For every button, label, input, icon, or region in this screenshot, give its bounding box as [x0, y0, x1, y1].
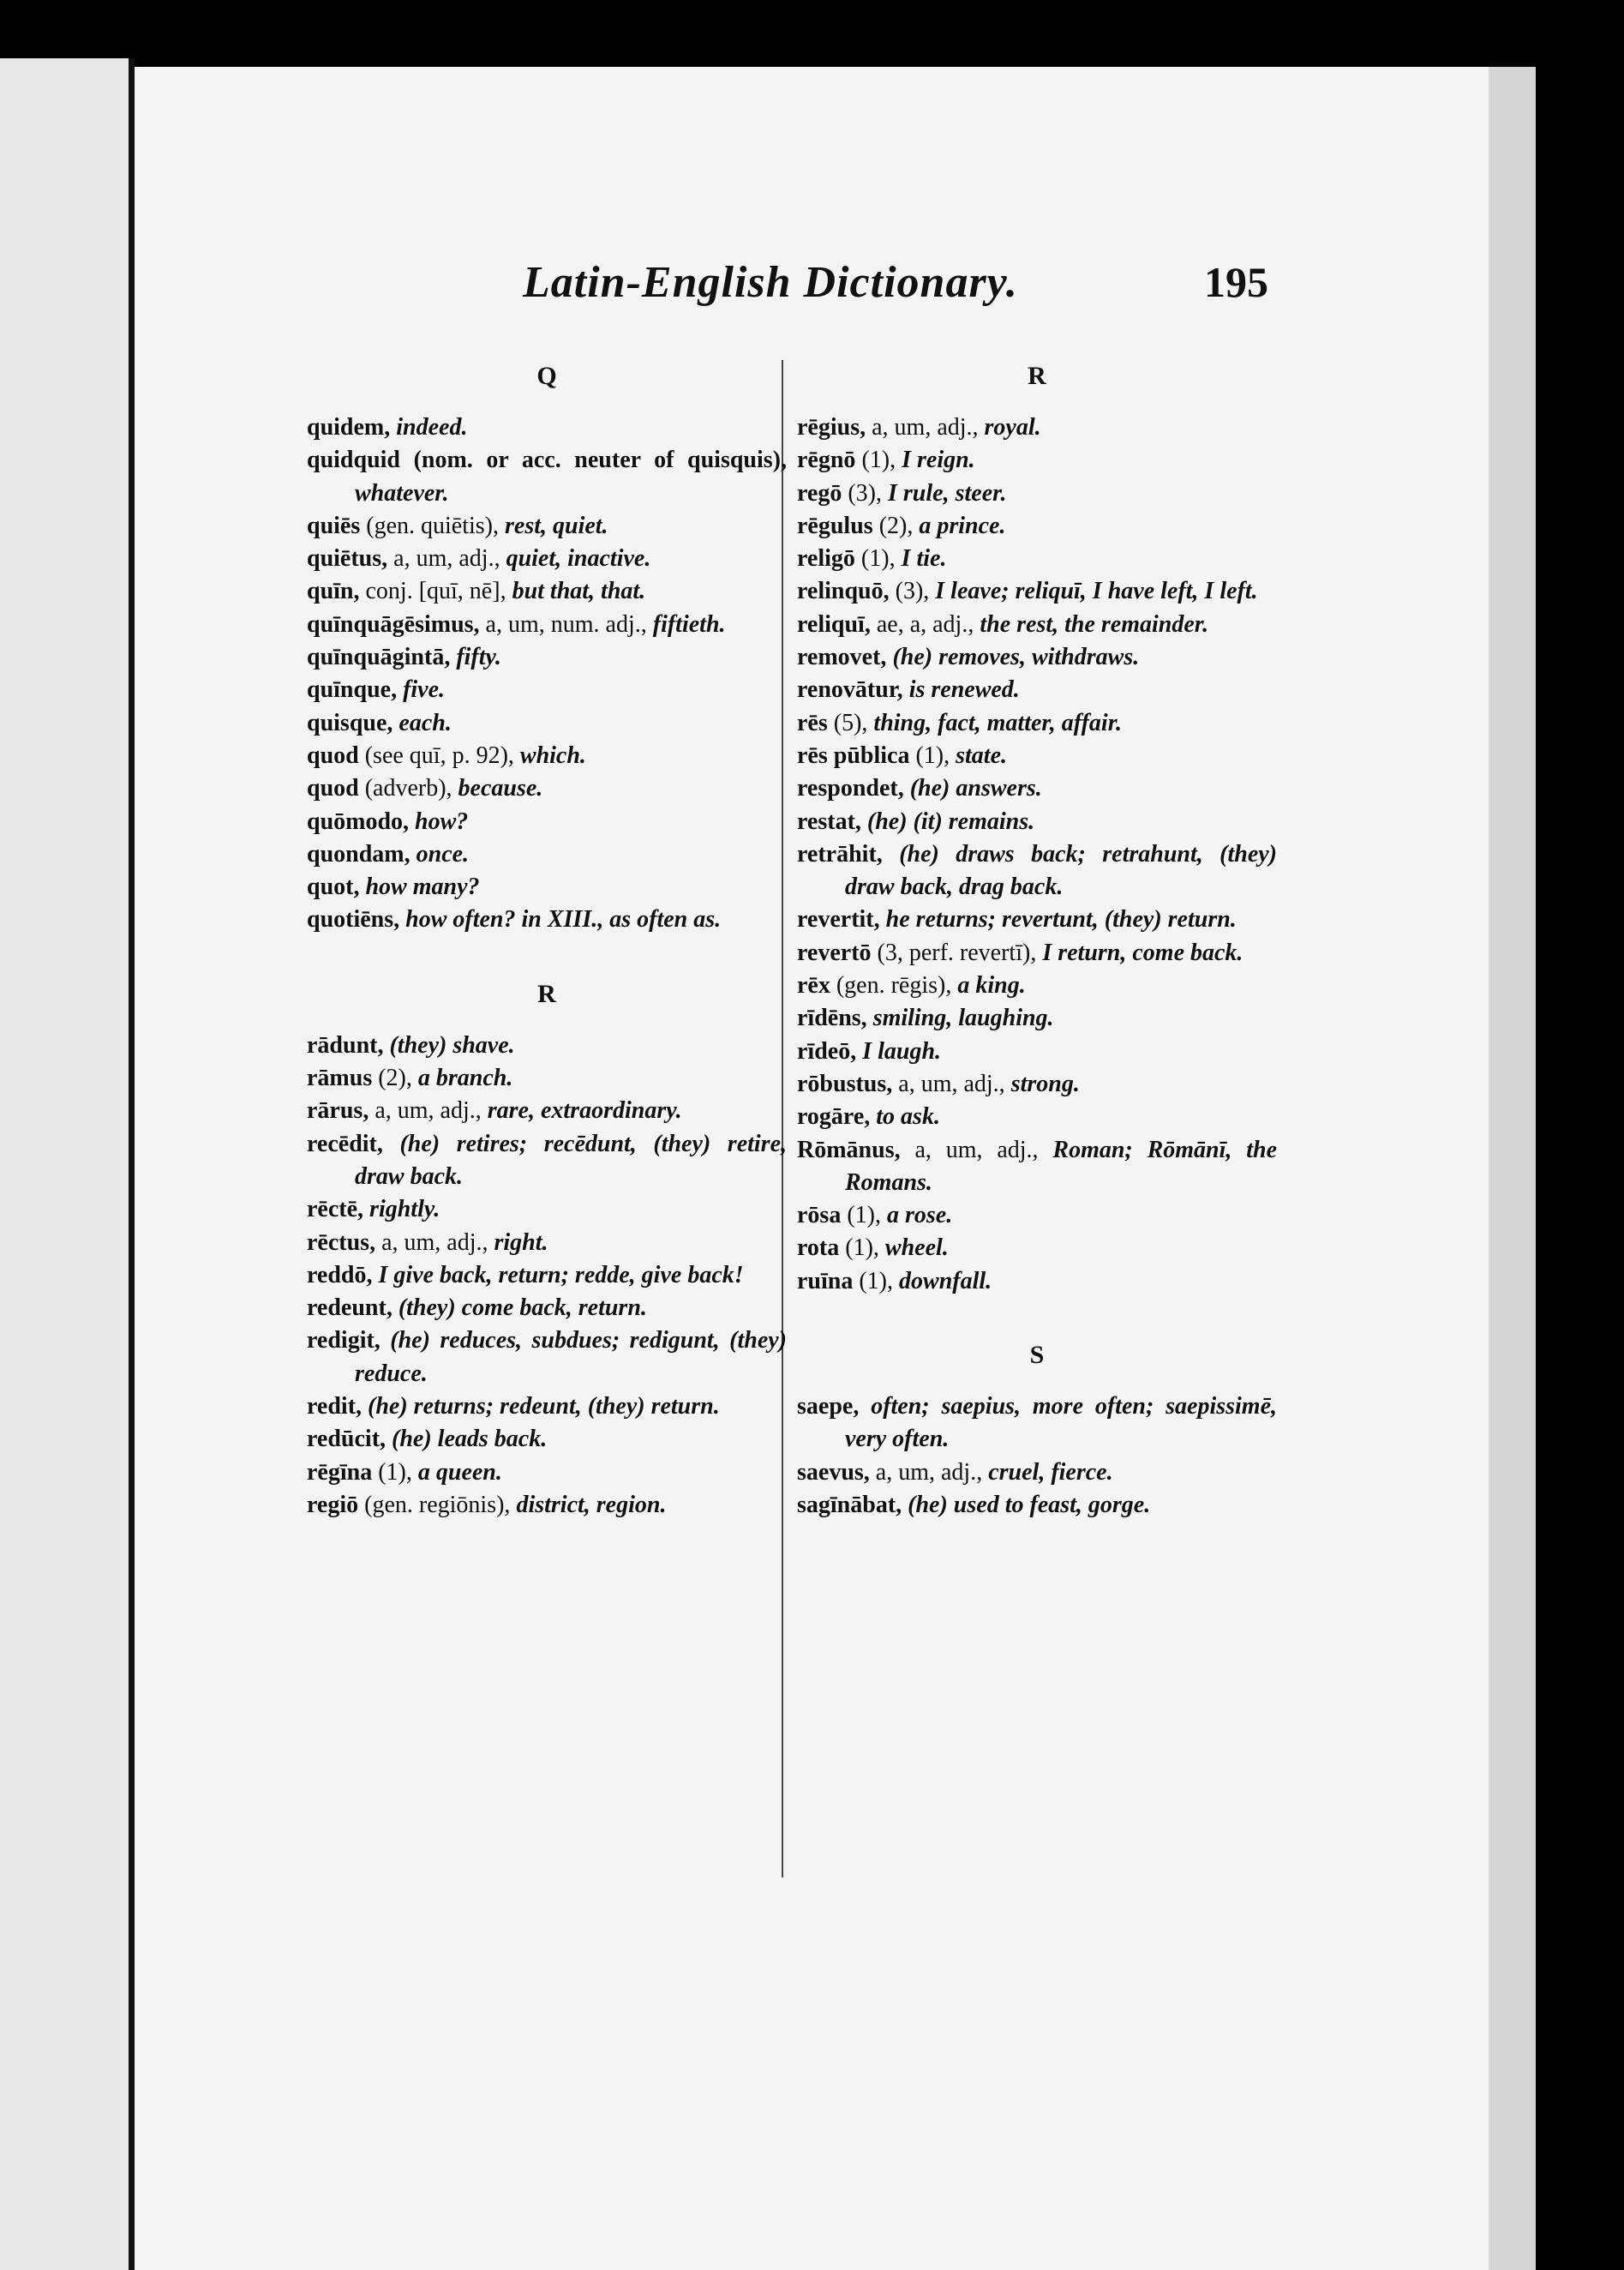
dictionary-entry [307, 444, 787, 510]
headword: renovātur, [797, 676, 903, 704]
dictionary-entry [307, 904, 787, 936]
headword: removet, [797, 644, 887, 671]
translation: how many? [365, 874, 480, 901]
headword: rēs pūblica [797, 742, 910, 769]
translation: I give back, return; redde, give back! [378, 1261, 744, 1288]
translation: fiftieth. [652, 610, 726, 638]
headword: rōsa [797, 1202, 842, 1229]
grammar-info: a, um, adj., [393, 545, 500, 573]
grammar-info: (3), [895, 578, 930, 605]
headword: rādunt, [307, 1031, 384, 1059]
dictionary-entry [797, 970, 1277, 1002]
dictionary-entry [307, 1423, 787, 1456]
translation: cruel, fierce. [988, 1458, 1113, 1486]
translation: Roman; Rōmānī, the Romans. [845, 1136, 1278, 1196]
headword: quīnque, [307, 676, 398, 704]
translation: often; saepius, more often; saepissimē, very often. [845, 1393, 1278, 1453]
dictionary-entry [797, 1068, 1277, 1101]
translation: royal. [984, 414, 1041, 441]
headword: rēgnō [797, 447, 856, 474]
translation: a prince. [919, 512, 1006, 539]
dictionary-entry [307, 641, 787, 674]
dictionary-entry [797, 1265, 1277, 1298]
dictionary-entry [307, 740, 787, 772]
translation: a queen. [417, 1458, 502, 1486]
grammar-info: (2), [878, 512, 914, 539]
scan-background [1536, 67, 1624, 2270]
translation: because. [458, 775, 543, 802]
headword: restat, [797, 808, 861, 835]
translation: (he) answers. [909, 775, 1042, 802]
grammar-info: (3), [848, 479, 883, 507]
headword: reddō, [307, 1261, 373, 1288]
translation: fifty. [456, 644, 501, 671]
headword: rēctus, [307, 1228, 376, 1256]
headword: religō [797, 545, 855, 573]
translation: thing, fact, matter, affair. [873, 709, 1123, 736]
dictionary-entry [307, 1128, 787, 1194]
dictionary-entry [307, 1292, 787, 1324]
translation: I laugh. [862, 1037, 942, 1065]
dictionary-entry [307, 1227, 787, 1259]
page-number: 195 [1204, 258, 1268, 306]
dictionary-entry [797, 1134, 1277, 1200]
grammar-info: a, um, adj., [375, 1097, 482, 1125]
dictionary-entry [307, 1456, 787, 1489]
headword: quīn, [307, 578, 360, 605]
left-column [307, 360, 787, 1522]
translation: a branch. [417, 1065, 513, 1092]
headword: redigit, [307, 1327, 381, 1354]
headword: redit, [307, 1393, 363, 1420]
translation: wheel. [884, 1234, 949, 1262]
section-letter: R [1028, 362, 1046, 390]
translation: a rose. [886, 1202, 953, 1229]
headword: quiēs [307, 512, 361, 539]
headword: quiētus, [307, 545, 388, 573]
translation: I return, come back. [1042, 939, 1243, 966]
headword: rīdeō, [797, 1037, 857, 1065]
dictionary-entry [797, 575, 1277, 608]
translation: I rule, steer. [888, 479, 1007, 507]
translation: how? [415, 808, 469, 835]
grammar-info: a, um, adj., [914, 1136, 1039, 1163]
translation: rare, extraordinary. [487, 1097, 682, 1125]
grammar-info: (gen. regiōnis), [364, 1491, 511, 1518]
headword: redūcit, [307, 1426, 387, 1453]
grammar-info: a, um, num. adj., [485, 610, 647, 638]
translation: whatever. [355, 479, 449, 507]
dictionary-entry [307, 838, 787, 871]
dictionary-entry [797, 904, 1277, 936]
headword: saepe, [797, 1393, 860, 1420]
headword: redeunt, [307, 1294, 393, 1322]
headword: rogāre, [797, 1103, 871, 1131]
dictionary-entry [307, 1489, 787, 1522]
translation: rightly. [369, 1196, 440, 1223]
dictionary-entry [307, 609, 787, 641]
headword: reliquī, [797, 610, 871, 638]
section-letter: R [537, 979, 556, 1008]
dictionary-entry [797, 674, 1277, 706]
translation: (he) returns; redeunt, (they) return. [368, 1393, 720, 1420]
grammar-info: (2), [378, 1065, 412, 1092]
translation: (they) come back, return. [398, 1294, 647, 1322]
dictionary-entry [797, 937, 1277, 970]
dictionary-entry [797, 444, 1277, 477]
dictionary-entry [797, 1101, 1277, 1133]
headword: rota [797, 1234, 840, 1262]
dictionary-entry [307, 871, 787, 904]
grammar-info: (1), [861, 447, 896, 474]
headword: rēgulus [797, 512, 873, 539]
translation: (he) reduces, subdues; redigunt, (they) reduce. [355, 1327, 788, 1387]
dictionary-entry [797, 740, 1277, 772]
headword: revertit, [797, 906, 880, 934]
headword: respondet, [797, 775, 904, 802]
dictionary-entry [797, 477, 1277, 510]
dictionary-entry [307, 510, 787, 543]
translation: the rest, the remainder. [980, 610, 1209, 638]
headword: rīdēns, [797, 1005, 867, 1032]
translation: how often? in XIII., as often as. [405, 906, 722, 934]
headword: rēs [797, 709, 828, 736]
dictionary-entry [797, 1232, 1277, 1264]
section-letter: S [1029, 1341, 1045, 1370]
dictionary-entry [797, 1002, 1277, 1035]
page-right-margin [1489, 67, 1536, 2270]
translation: (he) (it) remains. [866, 808, 1035, 835]
dictionary-entry [797, 543, 1277, 575]
headword: quidem, [307, 414, 391, 441]
headword: Rōmānus, [797, 1136, 901, 1163]
translation: (he) removes, withdraws. [892, 644, 1140, 671]
translation: five. [403, 676, 446, 704]
headword: regiō [307, 1491, 359, 1518]
dictionary-entry [307, 806, 787, 838]
translation: (he) retires; recēdunt, (they) retire, draw back. [355, 1130, 787, 1190]
headword: retrāhit, [797, 840, 883, 868]
dictionary-entry [797, 772, 1277, 805]
dictionary-entry [797, 1199, 1277, 1232]
adjacent-page [0, 58, 129, 2270]
dictionary-entry [797, 707, 1277, 740]
running-title: Latin-English Dictionary. [523, 258, 1018, 307]
grammar-info: (1), [915, 742, 950, 769]
translation: once. [416, 840, 470, 868]
dictionary-entry [307, 411, 787, 444]
translation: (they) shave. [389, 1031, 515, 1059]
grammar-info: (gen. quiētis), [366, 512, 499, 539]
headword: quondam, [307, 840, 410, 868]
dictionary-entry [797, 411, 1277, 444]
headword: saevus, [797, 1458, 870, 1486]
page-left-edge [129, 58, 135, 2270]
headword: rōbustus, [797, 1070, 893, 1097]
headword: recēdit, [307, 1130, 383, 1157]
headword: rārus, [307, 1097, 369, 1125]
grammar-info: a, um, adj., [381, 1228, 488, 1256]
grammar-info: (see quī, p. 92), [364, 742, 514, 769]
grammar-info: a, um, adj., [872, 414, 979, 441]
grammar-info: (adverb), [364, 775, 452, 802]
dictionary-entry [307, 543, 787, 575]
grammar-info: a, um, adj., [875, 1458, 983, 1486]
headword: revertō [797, 939, 872, 966]
grammar-info: (gen. rēgis), [836, 972, 952, 1000]
translation: indeed. [396, 414, 468, 441]
translation: (he) leads back. [392, 1426, 548, 1453]
grammar-info: conj. [quī, nē], [365, 578, 506, 605]
headword: quotiēns, [307, 906, 400, 934]
grammar-info: (1), [860, 545, 896, 573]
dictionary-entry [307, 1030, 787, 1062]
dictionary-entry [797, 806, 1277, 838]
translation: but that, that. [512, 578, 646, 605]
grammar-info: a, um, adj., [898, 1070, 1005, 1097]
dictionary-entry [797, 1390, 1277, 1456]
translation: I leave; reliquī, I have left, I left. [935, 578, 1258, 605]
translation: district, region. [516, 1491, 667, 1518]
translation: which. [519, 742, 586, 769]
headword: rēgius, [797, 414, 866, 441]
dictionary-entry [797, 1036, 1277, 1068]
translation: strong. [1010, 1070, 1080, 1097]
headword: sagīnābat, [797, 1491, 902, 1518]
headword: quod [307, 742, 359, 769]
running-header [523, 257, 1268, 326]
dictionary-entry [307, 772, 787, 805]
translation: (he) used to feast, gorge. [908, 1491, 1151, 1518]
headword: relinquō, [797, 578, 890, 605]
headword: rāmus [307, 1065, 373, 1092]
dictionary-entry [307, 1259, 787, 1292]
grammar-info: ae, a, adj., [876, 610, 974, 638]
headword: quot, [307, 874, 360, 901]
dictionary-entry [307, 1095, 787, 1127]
headword: quīnquāgintā, [307, 644, 451, 671]
headword: quīnquāgēsimus, [307, 610, 480, 638]
dictionary-entry [307, 707, 787, 740]
dictionary-entry [797, 1456, 1277, 1489]
grammar-info: (1), [845, 1234, 879, 1262]
translation: quiet, inactive. [506, 545, 651, 573]
grammar-info: (1), [847, 1202, 881, 1229]
translation: state. [956, 742, 1008, 769]
right-column [797, 360, 1277, 1522]
translation: downfall. [899, 1267, 992, 1294]
dictionary-entry [797, 838, 1277, 904]
headword: rēx [797, 972, 830, 1000]
translation: each. [399, 709, 452, 736]
translation: a king. [957, 972, 1026, 1000]
translation: he returns; revertunt, (they) return. [885, 906, 1237, 934]
translation: to ask. [876, 1103, 940, 1131]
grammar-info: (1), [859, 1267, 894, 1294]
headword: ruīna [797, 1267, 854, 1294]
translation: smiling, laughing. [872, 1005, 1054, 1032]
grammar-info: (5), [833, 709, 868, 736]
dictionary-entry [307, 674, 787, 706]
headword: rēctē, [307, 1196, 364, 1223]
dictionary-entry [307, 1062, 787, 1095]
dictionary-entry [797, 1489, 1277, 1522]
dictionary-entry [307, 1390, 787, 1423]
headword: regō [797, 479, 842, 507]
headword: quod [307, 775, 359, 802]
translation: rest, quiet. [505, 512, 608, 539]
translation: is renewed. [908, 676, 1020, 704]
dictionary-entry [797, 510, 1277, 543]
translation: I tie. [901, 545, 947, 573]
dictionary-entry [307, 575, 787, 608]
headword: quidquid (nom. or acc. neuter of quisquis), [307, 447, 787, 474]
headword: rēgīna [307, 1458, 373, 1486]
translation: right. [494, 1228, 548, 1256]
headword: quōmodo, [307, 808, 410, 835]
dictionary-entry [797, 609, 1277, 641]
grammar-info: (1), [378, 1458, 412, 1486]
section-letter: Q [536, 362, 557, 390]
grammar-info: (3, perf. revertī), [877, 939, 1037, 966]
translation: I reign. [902, 447, 975, 474]
dictionary-entry [307, 1193, 787, 1226]
dictionary-entry [797, 641, 1277, 674]
translation: (he) draws back; retrahunt, (they) draw back, drag back. [845, 840, 1277, 901]
headword: quisque, [307, 709, 393, 736]
dictionary-entry [307, 1324, 787, 1390]
